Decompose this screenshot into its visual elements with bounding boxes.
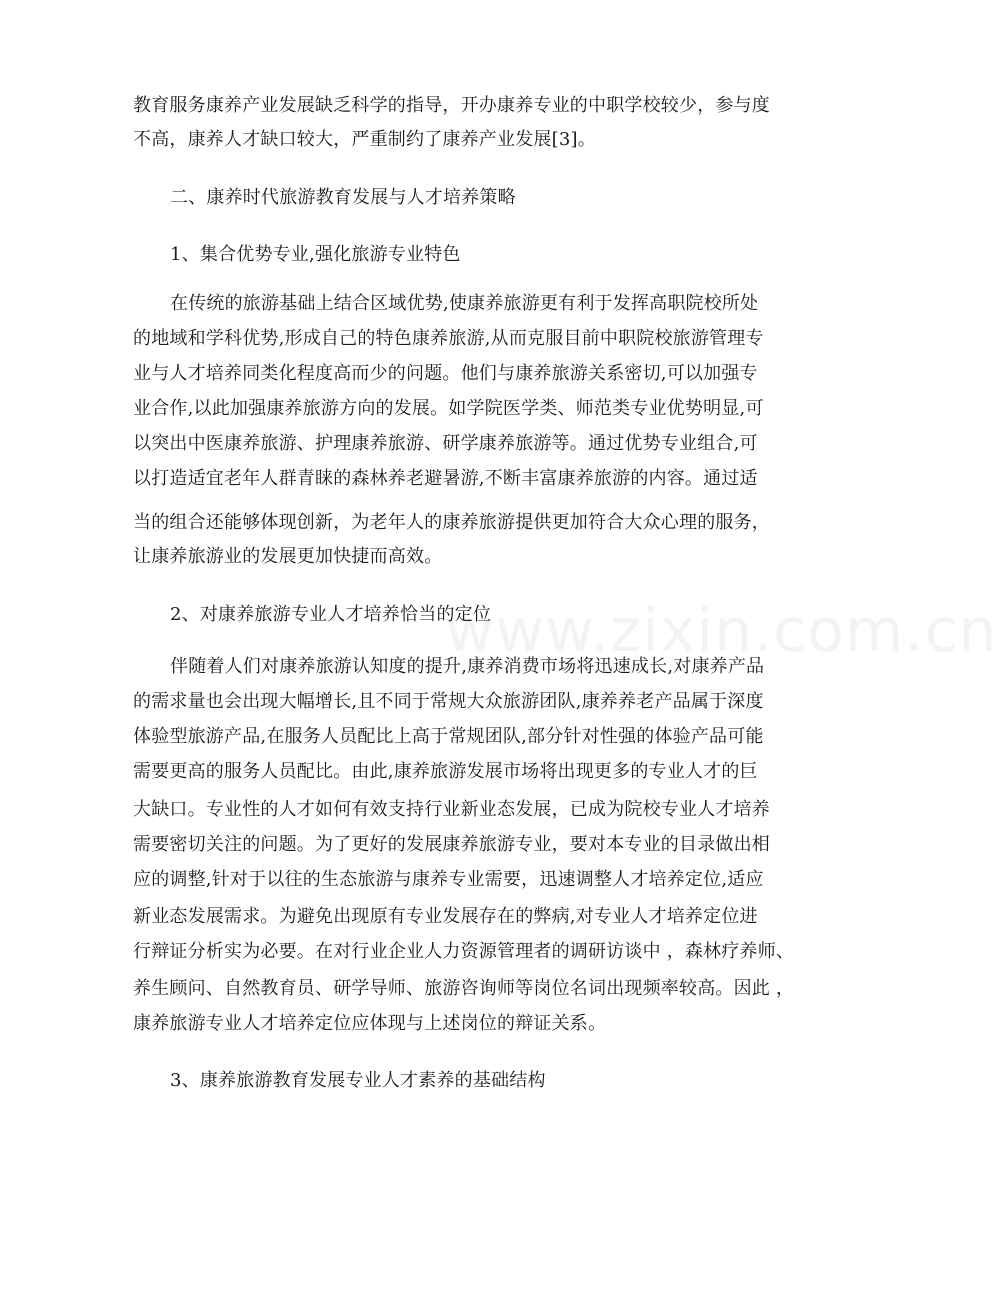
paragraph-3-line: 应的调整,针对于以往的生态旅游与康养专业需要，迅速调整人才培养定位,适应	[133, 869, 764, 890]
subsection-heading-2: 2、对康养旅游专业人才培养恰当的定位	[170, 604, 492, 625]
paragraph-3-line: 体验型旅游产品,在服务人员配比上高于常规团队,部分针对性强的体验产品可能	[133, 726, 764, 747]
paragraph-3-line: 行辩证分析实为必要。在对行业企业人力资源管理者的调研访谈中 ，森林疗养师、	[133, 941, 795, 962]
paragraph-2-line: 当的组合还能够体现创新，为老年人的康养旅游提供更加符合大众心理的服务，	[133, 512, 770, 533]
paragraph-1-line: 教育服务康养产业发展缺乏科学的指导，开办康养专业的中职学校较少，参与度	[133, 95, 770, 116]
paragraph-3-line: 大缺口。专业性的人才如何有效支持行业新业态发展，已成为院校专业人才培养	[133, 799, 770, 820]
watermark: www.zixin.com.cn	[445, 596, 997, 666]
paragraph-3-line: 需要更高的服务人员配比。由此,康养旅游发展市场将出现更多的专业人才的巨	[133, 761, 758, 782]
paragraph-1-line: 不高，康养人才缺口较大，严重制约了康养产业发展[3]。	[133, 129, 596, 150]
paragraph-3-line: 养生顾问、自然教育员、研学导师、旅游咨询师等岗位名词出现频率较高。因此 ，	[133, 978, 795, 999]
paragraph-2-line: 业合作,以此加强康养旅游方向的发展。如学院医学类、师范类专业优势明显,可	[133, 398, 764, 419]
paragraph-2-line: 业与人才培养同类化程度高而少的问题。他们与康养旅游关系密切,可以加强专	[133, 363, 758, 384]
paragraph-2-line: 以突出中医康养旅游、护理康养旅游、研学康养旅游等。通过优势专业组合,可	[133, 433, 758, 454]
subsection-heading-3: 3、康养旅游教育发展专业人才素养的基础结构	[170, 1070, 546, 1091]
subsection-heading-1: 1、集合优势专业,强化旅游专业特色	[170, 244, 461, 265]
paragraph-3-line: 需要密切关注的问题。为了更好的发展康养旅游专业，要对本专业的目录做出相	[133, 834, 770, 855]
paragraph-3-line: 的需求量也会出现大幅增长,且不同于常规大众旅游团队,康养养老产品属于深度	[133, 691, 764, 712]
section-heading: 二、康养时代旅游教育发展与人才培养策略	[170, 187, 516, 208]
paragraph-3-line: 康养旅游专业人才培养定位应体现与上述岗位的辩证关系。	[133, 1013, 607, 1034]
paragraph-2-line: 以打造适宜老年人群青睐的森林养老避暑游,不断丰富康养旅游的内容。通过适	[133, 468, 758, 489]
paragraph-2-line: 让康养旅游业的发展更加快捷而高效。	[133, 546, 443, 567]
paragraph-2-line: 在传统的旅游基础上结合区域优势,使康养旅游更有利于发挥高职院校所处	[170, 293, 759, 314]
paragraph-3-line: 伴随着人们对康养旅游认知度的提升,康养消费市场将迅速成长,对康养产品	[170, 656, 765, 677]
paragraph-2-line: 的地域和学科优势,形成自己的特色康养旅游,从而克服目前中职院校旅游管理专	[133, 328, 764, 349]
paragraph-3-line: 新业态发展需求。为避免出现原有专业发展存在的弊病,对专业人才培养定位进	[133, 906, 758, 927]
